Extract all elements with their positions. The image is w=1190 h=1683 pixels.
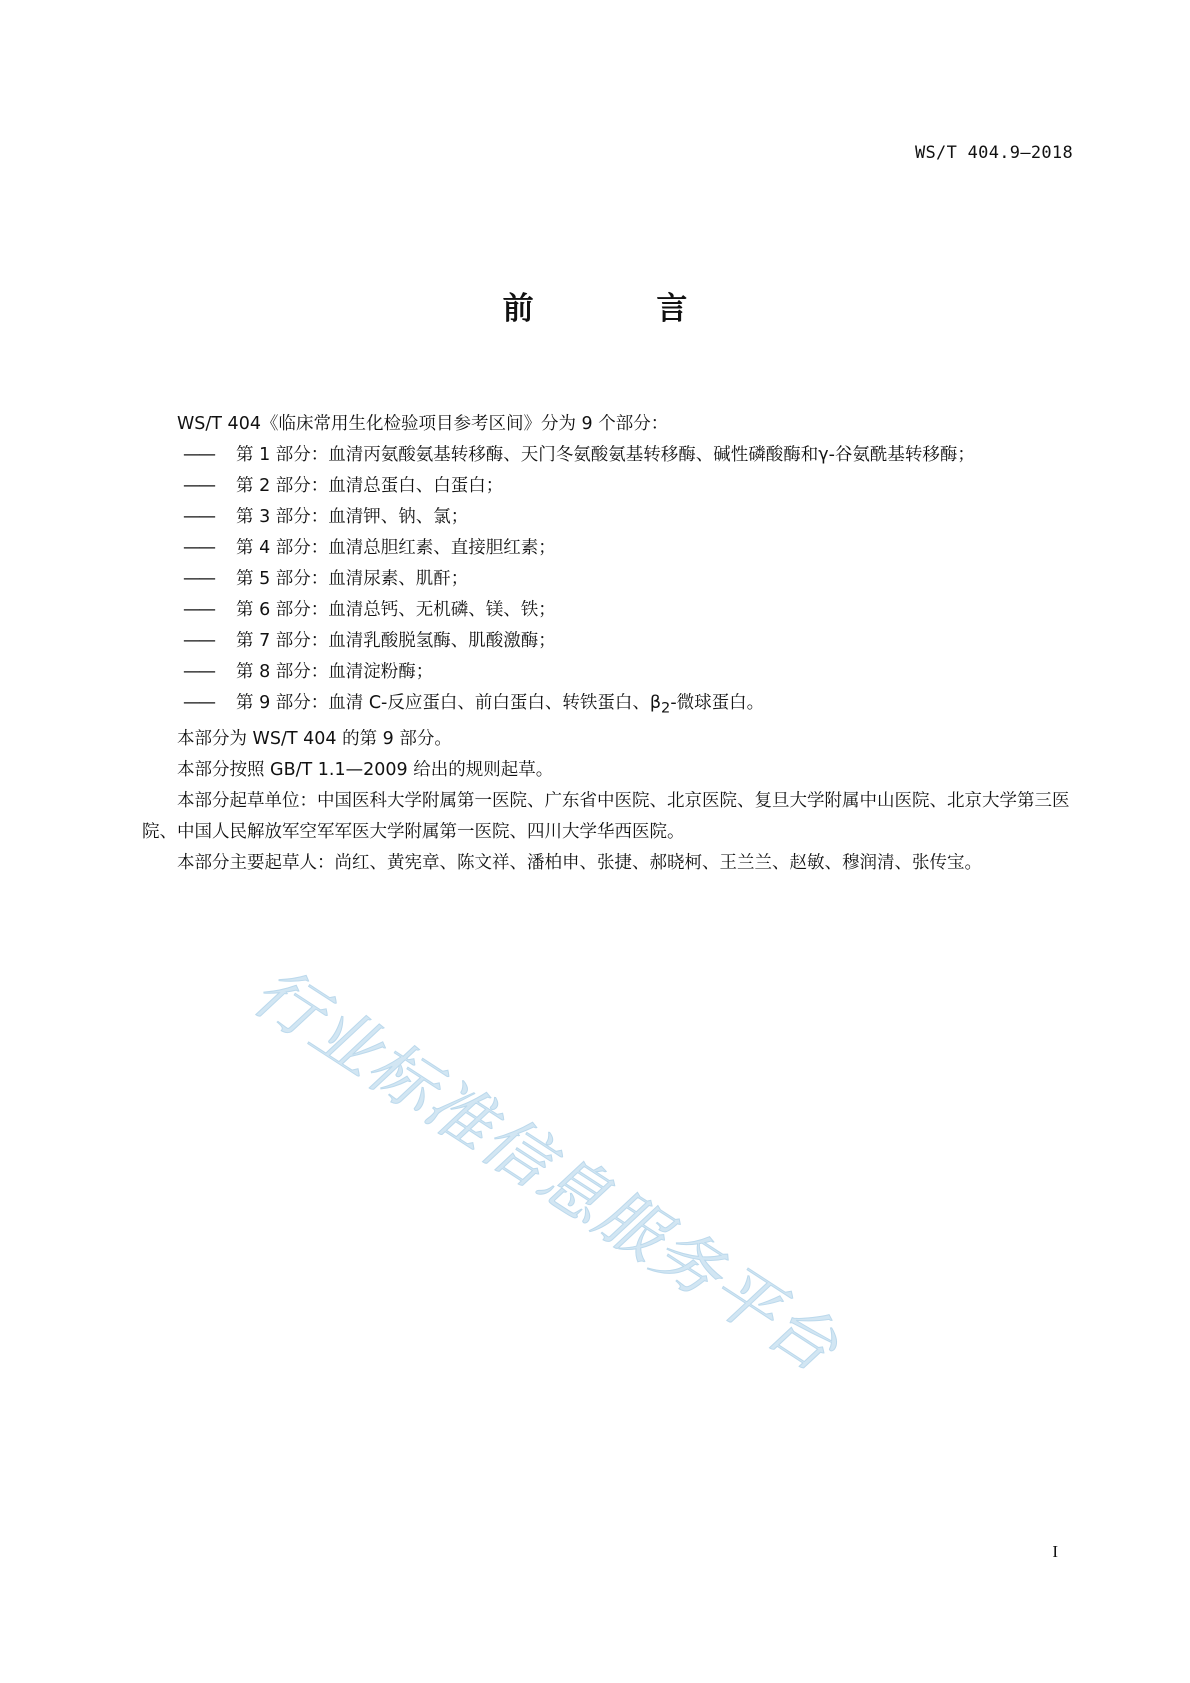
list-item-text: 第 2 部分：血清总蛋白、白蛋白； xyxy=(236,476,504,496)
intro-paragraph: WS/T 404《临床常用生化检验项目参考区间》分为 9 个部分： xyxy=(177,414,669,434)
list-item xyxy=(142,502,1076,533)
part9-subscript: 2 xyxy=(661,699,671,717)
list-item-text: 第 3 部分：血清钾、钠、氯； xyxy=(236,507,469,527)
dash-mark: —— xyxy=(183,476,214,496)
dash-mark: —— xyxy=(183,538,214,558)
list-item-text: 第 4 部分：血清总胆红素、直接胆红素； xyxy=(236,538,556,558)
dash-mark: —— xyxy=(183,600,214,620)
list-item-text xyxy=(236,693,765,717)
list-item xyxy=(142,595,1076,626)
dash-mark: —— xyxy=(183,569,214,589)
list-item xyxy=(142,564,1076,595)
list-item-text: 第 8 部分：血清淀粉酶； xyxy=(236,662,434,682)
list-item xyxy=(142,471,1076,502)
list-item-text: 第 7 部分：血清乳酸脱氢酶、肌酸激酶； xyxy=(236,631,556,651)
dash-mark: —— xyxy=(183,507,214,527)
parts-list xyxy=(142,440,1076,724)
list-item xyxy=(142,533,1076,564)
list-item xyxy=(142,440,1076,471)
drafting-units-paragraph: 本部分起草单位：中国医科大学附属第一医院、广东省中医院、北京医院、复旦大学附属中山医院、北京大学第三医院、中国人民解放军空军军医大学附属第一医院、四川大学华西医院。 xyxy=(142,790,1070,842)
part9-text: 第 9 部分：血清 C-反应蛋白、前白蛋白、转铁蛋白、β xyxy=(236,693,662,713)
dash-mark: —— xyxy=(183,662,214,682)
list-item xyxy=(142,626,1076,657)
watermark: 行业标准信息服务平台 xyxy=(239,952,853,1388)
list-item xyxy=(142,657,1076,688)
dash-mark: —— xyxy=(183,445,214,465)
dash-mark: —— xyxy=(183,693,214,713)
drafters-paragraph: 本部分主要起草人：尚红、黄宪章、陈文祥、潘柏申、张捷、郝晓柯、王兰兰、赵敏、穆润清、张传宝。 xyxy=(177,852,982,873)
list-item xyxy=(142,688,1076,724)
list-item-text: 第 5 部分：血清尿素、肌酐； xyxy=(236,569,469,589)
list-item-text: 第 1 部分：血清丙氨酸氨基转移酶、天门冬氨酸氨基转移酶、碱性磷酸酶和γ-谷氨酰基转移酶； xyxy=(236,445,975,465)
part-statement-paragraph: 本部分为 WS/T 404 的第 9 部分。 xyxy=(177,728,452,749)
dash-mark: —— xyxy=(183,631,214,651)
foreword-body xyxy=(142,409,1076,879)
drafting-rules-paragraph: 本部分按照 GB/T 1.1—2009 给出的规则起草。 xyxy=(177,759,554,780)
document-code: WS/T 404.9—2018 xyxy=(914,143,1073,163)
part9-text-end: -微球蛋白。 xyxy=(670,693,765,713)
list-item-text: 第 6 部分：血清总钙、无机磷、镁、铁； xyxy=(236,600,556,620)
page-title: 前 言 xyxy=(502,291,744,327)
page-number: I xyxy=(1052,1542,1058,1561)
